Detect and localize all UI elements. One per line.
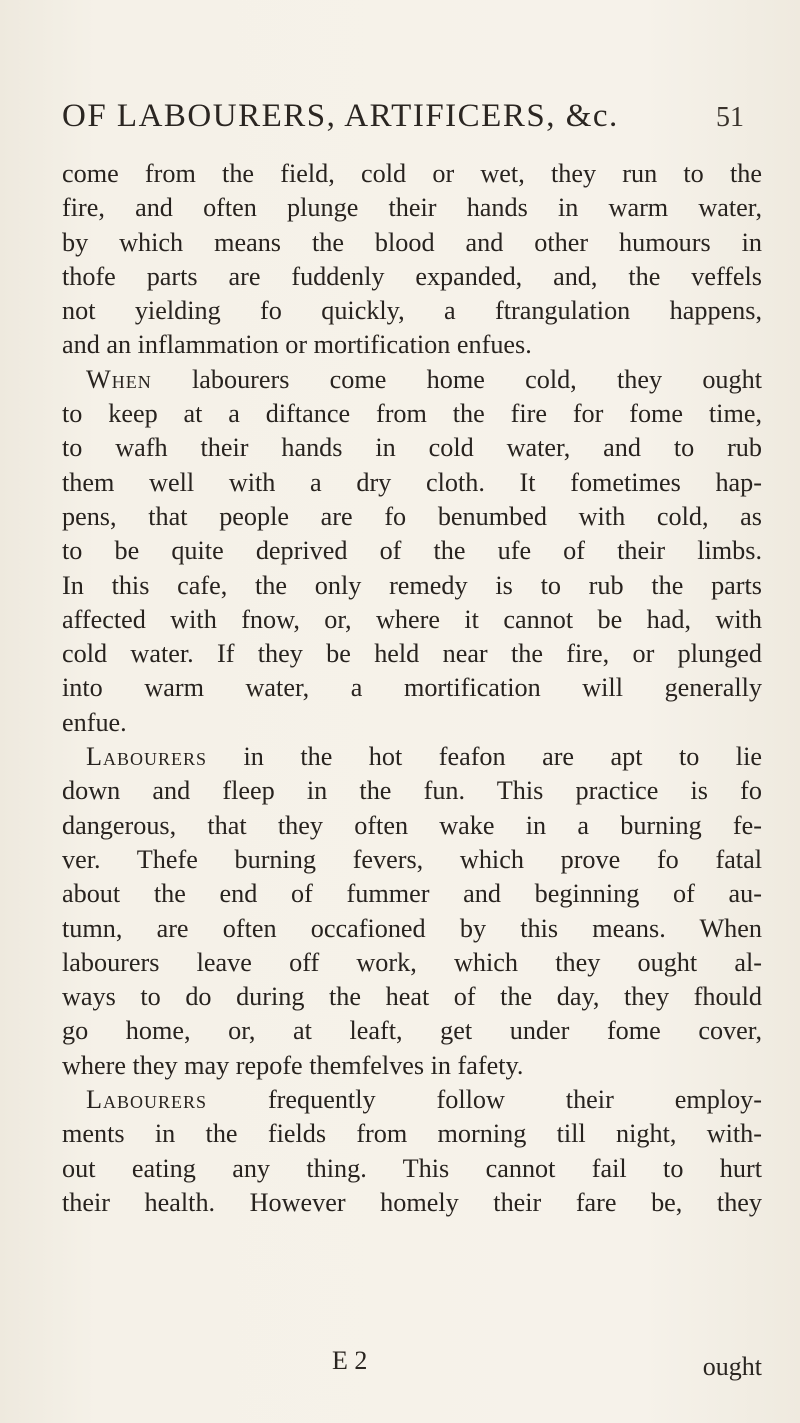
catchword: ought [702, 1352, 762, 1381]
text-line: pens, that people are fo benumbed with cold, as [62, 501, 762, 531]
text-line: go home, or, at leaft, get under fome cover, [62, 1016, 762, 1046]
text-line: In this cafe, the only remedy is to rub the parts [62, 570, 762, 600]
text-line: where they may repofe themfelves in fafety. [62, 1050, 524, 1080]
text-line: into warm water, a mortification will generally [62, 673, 762, 703]
text-line [62, 1083, 762, 1117]
text-line: their health. However homely their fare be, they [62, 1187, 762, 1217]
text-line: to be quite deprived of the ufe of their limbs. [62, 536, 762, 566]
signature-mark: E 2 [332, 1346, 368, 1375]
lead-word: When [86, 364, 152, 394]
lead-word: Labourers [86, 1085, 208, 1115]
text-line: come from the field, cold or wet, they run to the [62, 159, 762, 188]
text-line: not yielding fo quickly, a ftrangulation happens, [62, 296, 762, 326]
paragraph-4 [62, 1083, 762, 1220]
text-line: dangerous, that they often wake in a burning fe- [62, 810, 762, 840]
text-line: out eating any thing. This cannot fail to hurt [62, 1153, 762, 1183]
text-line: tumn, are often occafioned by this means. When [62, 913, 762, 943]
text-line: ver. Thefe burning fevers, which prove fo fatal [62, 844, 762, 874]
text-line: down and fleep in the fun. This practice is fo [62, 776, 762, 806]
text-line: them well with a dry cloth. It fometimes hap- [62, 467, 762, 497]
text-line: to keep at a diftance from the fire for fome time, [62, 399, 762, 429]
running-head: OF LABOURERS, ARTIFICERS, &c. [62, 98, 619, 134]
page-number: 51 [716, 102, 744, 133]
text-line: ways to do during the heat of the day, they fhould [62, 982, 762, 1012]
text-line: affected with fnow, or, where it cannot be had, with [62, 604, 762, 634]
line-text: frequently follow their employ- [207, 1085, 762, 1115]
text-line [62, 363, 762, 397]
text-line: fire, and often plunge their hands in warm water, [62, 193, 762, 223]
text-line: by which means the blood and other humours in [62, 227, 762, 257]
text-line: thofe parts are fuddenly expanded, and, the veffels [62, 261, 762, 291]
text-line: cold water. If they be held near the fire, or plunged [62, 639, 762, 669]
text-line [62, 740, 762, 774]
text-line: ments in the fields from morning till night, with- [62, 1119, 762, 1149]
paragraph-3 [62, 740, 762, 1083]
line-text: in the hot feafon are apt to lie [207, 742, 762, 772]
line-text: labourers come home cold, they ought [151, 364, 762, 394]
text-line: labourers leave off work, which they ought al- [62, 947, 762, 977]
lead-word: Labourers [86, 742, 208, 772]
paragraph-2 [62, 363, 762, 740]
text-line: and an inflammation or mortification enfues. [62, 330, 532, 360]
text-line: about the end of fummer and beginning of au- [62, 879, 762, 909]
page-footer [62, 1346, 762, 1386]
page-header [62, 98, 750, 142]
body-text [62, 157, 762, 1220]
paragraph-1 [62, 157, 762, 363]
text-line: enfue. [62, 707, 127, 737]
text-line: to wafh their hands in cold water, and to rub [62, 433, 762, 463]
